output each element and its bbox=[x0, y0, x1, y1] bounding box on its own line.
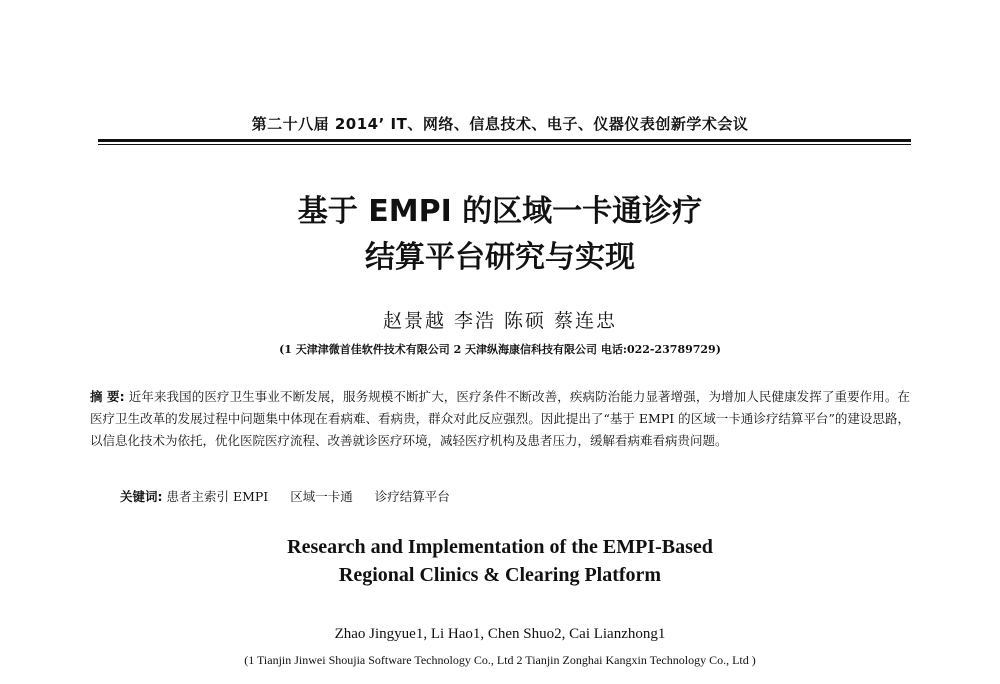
conference-header: 第二十八届 2014’ IT、网络、信息技术、电子、仪器仪表创新学术会议 bbox=[251, 115, 749, 133]
header-rule-thick bbox=[98, 139, 911, 142]
abstract-label: 摘 要: bbox=[90, 389, 125, 404]
title-line-1: 基于 EMPI 的区域一卡通诊疗 bbox=[297, 194, 703, 229]
keywords bbox=[120, 487, 900, 505]
english-authors: Zhao Jingyue1, Li Hao1, Chen Shuo2, Cai Lianzhong1 bbox=[334, 626, 666, 642]
keywords-label: 关键词: bbox=[120, 489, 163, 504]
title-line-2: 结算平台研究与实现 bbox=[365, 240, 635, 275]
abstract bbox=[90, 386, 910, 452]
keyword-item: 患者主索引 EMPI bbox=[166, 489, 269, 504]
english-title-line-1: Research and Implementation of the EMPI-Based bbox=[287, 536, 713, 558]
abstract-text: 近年来我国的医疗卫生事业不断发展，服务规模不断扩大，医疗条件不断改善，疾病防治能力显著增强，为增加人民健康发挥了重要作用。在医疗卫生改革的发展过程中问题集中体现在看病难、看病贵，群众对此反应强烈。因此提出了“基于 EMPI 的区域一卡通诊疗结算平台”的建设思路，以信息化技术为依托，优化医院医疗流程、改善就诊医疗环境，减轻医疗机构及患者压力，缓解看病难看病贵问题。 bbox=[90, 389, 910, 448]
english-title-line-2: Regional Clinics & Clearing Platform bbox=[338, 564, 662, 586]
authors: 赵景越 李浩 陈硕 蔡连忠 bbox=[382, 310, 618, 332]
english-affiliations: (1 Tianjin Jinwei Shoujia Software Technology Co., Ltd 2 Tianjin Zonghai Kangxin Technology Co., Ltd ) bbox=[244, 653, 756, 667]
keyword-item: 区域一卡通 bbox=[290, 489, 353, 504]
affiliations: (1 天津津微首佳软件技术有限公司 2 天津纵海康信科技有限公司 电话:022-23789729) bbox=[279, 343, 721, 356]
keyword-item: 诊疗结算平台 bbox=[374, 489, 450, 504]
header-rule-thin bbox=[98, 144, 911, 145]
